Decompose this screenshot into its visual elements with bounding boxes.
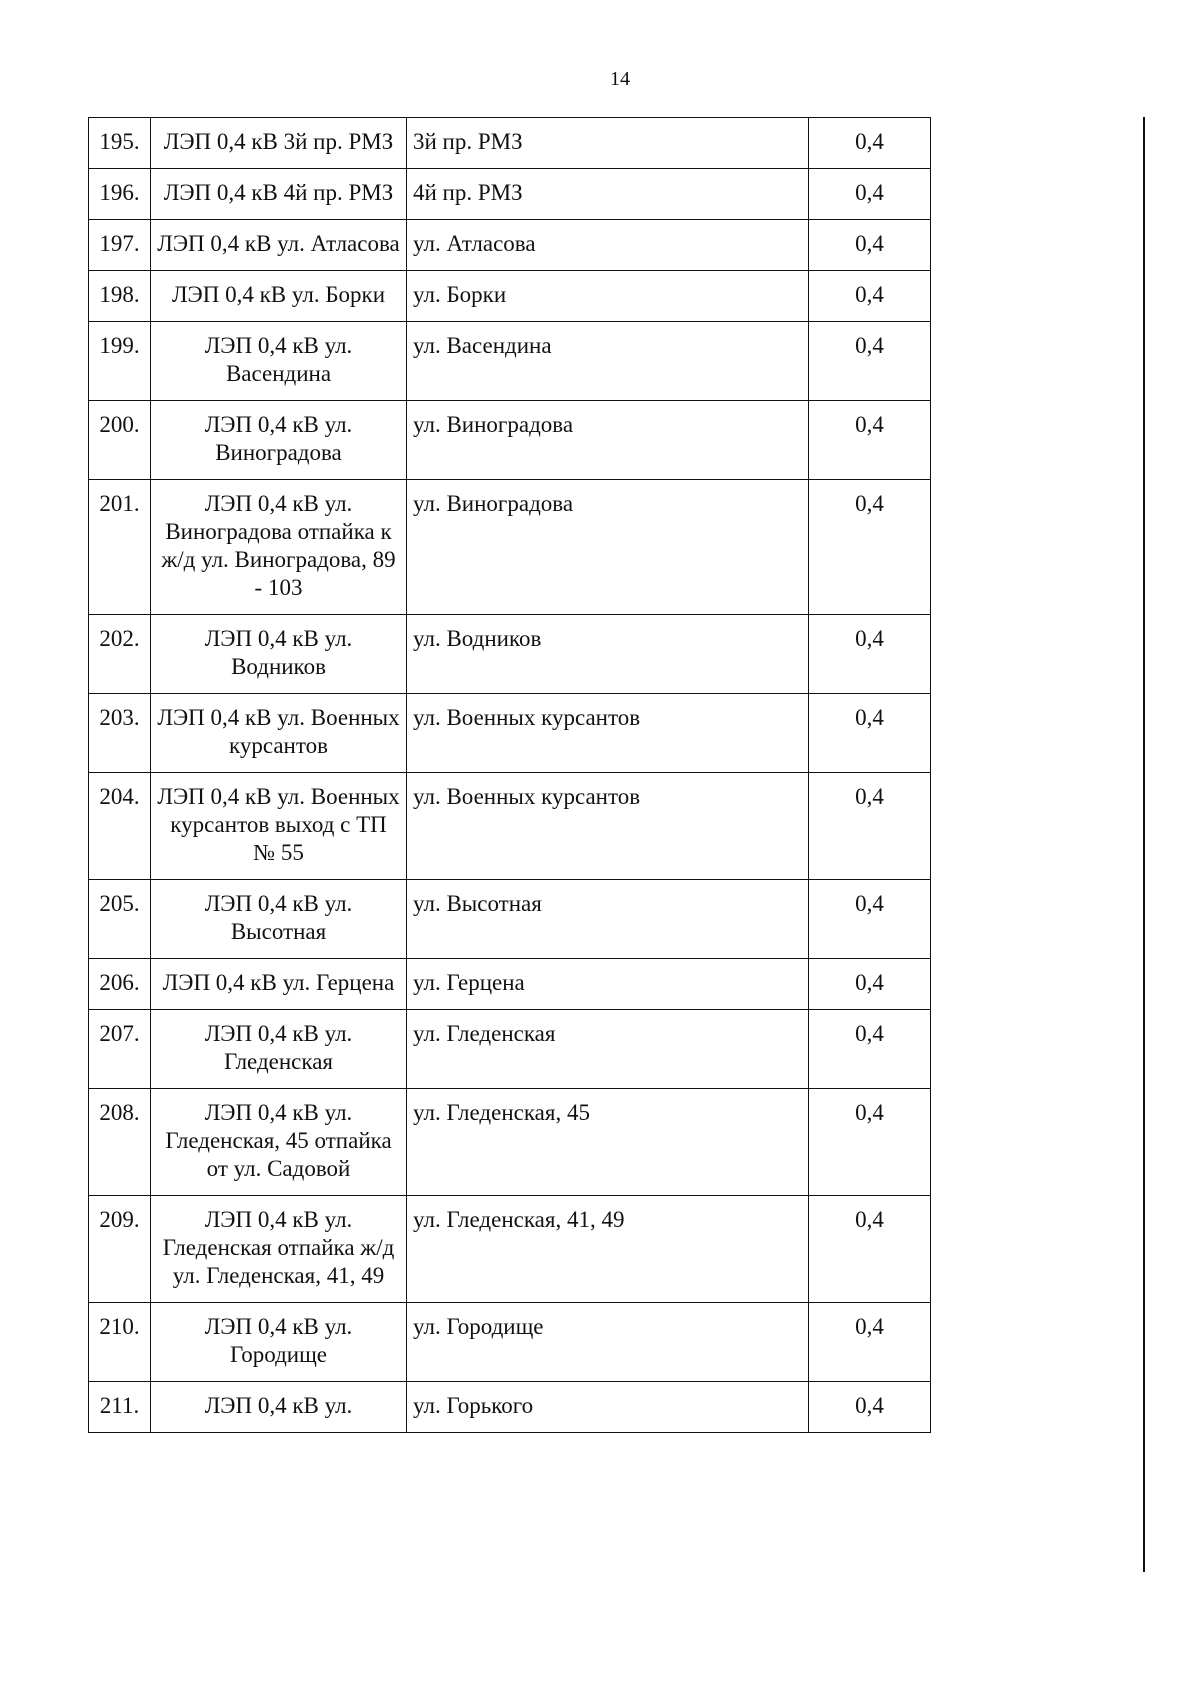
line-voltage: 0,4 [809,773,931,880]
line-voltage: 0,4 [809,322,931,401]
row-number: 206. [89,959,151,1010]
table-row [89,220,931,271]
row-number: 199. [89,322,151,401]
line-address: ул. Водников [407,615,809,694]
line-name: ЛЭП 0,4 кВ ул. Гледенская [151,1010,407,1089]
line-address: ул. Виноградова [407,480,809,615]
line-address: ул. Герцена [407,959,809,1010]
line-address: ул. Военных курсантов [407,694,809,773]
line-voltage: 0,4 [809,220,931,271]
table-row [89,615,931,694]
row-number: 209. [89,1196,151,1303]
row-number: 208. [89,1089,151,1196]
page-number: 14 [610,68,630,90]
line-address: ул. Васендина [407,322,809,401]
row-number: 197. [89,220,151,271]
row-number: 198. [89,271,151,322]
table-row [89,773,931,880]
table-row [89,401,931,480]
table-row [89,880,931,959]
line-address: ул. Военных курсантов [407,773,809,880]
line-voltage: 0,4 [809,1010,931,1089]
table-row [89,694,931,773]
line-address: 4й пр. РМЗ [407,169,809,220]
line-name: ЛЭП 0,4 кВ ул. Военных курсантов выход с ТП № 55 [151,773,407,880]
line-name: ЛЭП 0,4 кВ ул. Герцена [151,959,407,1010]
line-voltage: 0,4 [809,480,931,615]
row-number: 203. [89,694,151,773]
line-address: ул. Атласова [407,220,809,271]
line-voltage: 0,4 [809,118,931,169]
table-row [89,169,931,220]
line-name: ЛЭП 0,4 кВ ул. Городище [151,1303,407,1382]
line-name: ЛЭП 0,4 кВ ул. Водников [151,615,407,694]
line-name: ЛЭП 0,4 кВ ул. Борки [151,271,407,322]
line-address: ул. Высотная [407,880,809,959]
table-row [89,1089,931,1196]
line-name: ЛЭП 0,4 кВ ул. Виноградова [151,401,407,480]
line-voltage: 0,4 [809,880,931,959]
table-row [89,118,931,169]
row-number: 195. [89,118,151,169]
line-name: ЛЭП 0,4 кВ ул. Высотная [151,880,407,959]
row-number: 201. [89,480,151,615]
line-voltage: 0,4 [809,169,931,220]
table-row [89,1196,931,1303]
line-voltage: 0,4 [809,1089,931,1196]
line-name: ЛЭП 0,4 кВ ул. Виноградова отпайка к ж/д ул. Виноградова, 89 - 103 [151,480,407,615]
row-number: 210. [89,1303,151,1382]
line-address: ул. Гледенская, 41, 49 [407,1196,809,1303]
table-row [89,322,931,401]
line-address: ул. Борки [407,271,809,322]
line-name: ЛЭП 0,4 кВ ул. Атласова [151,220,407,271]
line-name: ЛЭП 0,4 кВ ул. Васендина [151,322,407,401]
row-number: 204. [89,773,151,880]
table-row [89,271,931,322]
power-lines-table [88,117,931,1433]
table-row [89,1382,931,1433]
line-name: ЛЭП 0,4 кВ ул. Гледенская, 45 отпайка от ул. Садовой [151,1089,407,1196]
line-address: ул. Гледенская [407,1010,809,1089]
line-name: ЛЭП 0,4 кВ ул. Гледенская отпайка ж/д ул. Гледенская, 41, 49 [151,1196,407,1303]
row-number: 196. [89,169,151,220]
line-address: ул. Гледенская, 45 [407,1089,809,1196]
line-voltage: 0,4 [809,401,931,480]
table-row [89,1303,931,1382]
table-row [89,480,931,615]
line-address: ул. Виноградова [407,401,809,480]
line-voltage: 0,4 [809,959,931,1010]
line-address: 3й пр. РМЗ [407,118,809,169]
line-name: ЛЭП 0,4 кВ ул. Военных курсантов [151,694,407,773]
line-voltage: 0,4 [809,694,931,773]
line-address: ул. Горького [407,1382,809,1433]
line-voltage: 0,4 [809,271,931,322]
row-number: 202. [89,615,151,694]
row-number: 205. [89,880,151,959]
line-name: ЛЭП 0,4 кВ ул. [151,1382,407,1433]
table-body [89,118,931,1433]
page-edge-rule [1143,117,1145,1572]
line-voltage: 0,4 [809,1382,931,1433]
line-name: ЛЭП 0,4 кВ 4й пр. РМЗ [151,169,407,220]
row-number: 200. [89,401,151,480]
table-row [89,959,931,1010]
line-voltage: 0,4 [809,1303,931,1382]
line-voltage: 0,4 [809,615,931,694]
line-address: ул. Городище [407,1303,809,1382]
line-voltage: 0,4 [809,1196,931,1303]
row-number: 211. [89,1382,151,1433]
line-name: ЛЭП 0,4 кВ 3й пр. РМЗ [151,118,407,169]
row-number: 207. [89,1010,151,1089]
table-row [89,1010,931,1089]
